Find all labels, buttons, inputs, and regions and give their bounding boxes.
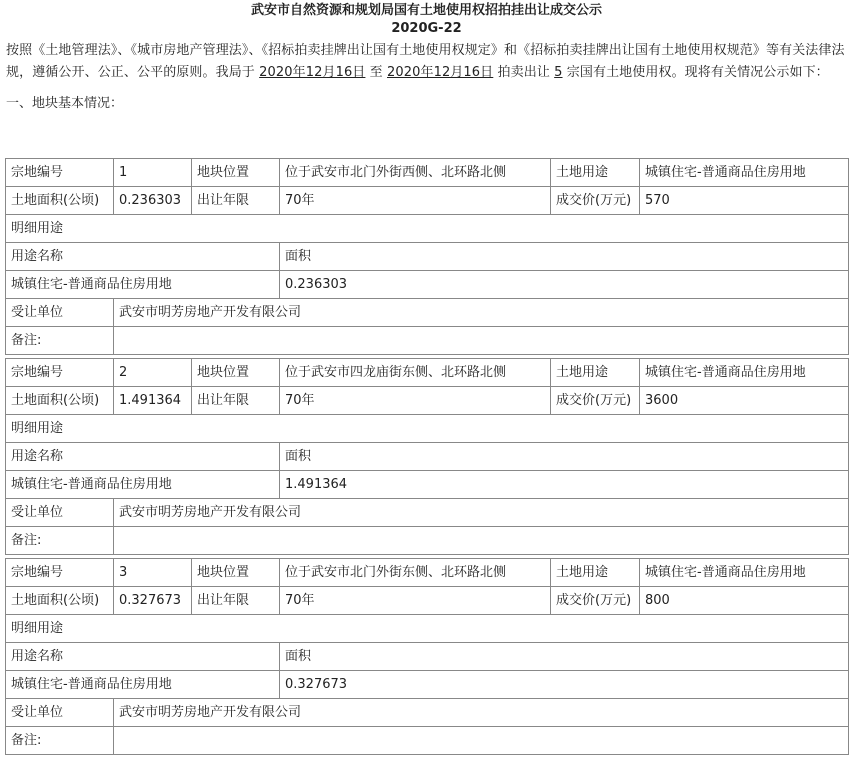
intro-text-1: 按照《土地管理法》、《城市房地产管理法》、《招标拍卖挂牌出让国有土地使用权规定》和《招标拍卖挂牌出让国有土地使用权规范》等有关法律法规，遵循公开、公正、公平的原则。我局于: [6, 43, 845, 80]
announcement-page: [0, 3, 853, 757]
detail-area: 0.236303: [280, 271, 849, 299]
label-parcel-no: 宗地编号: [6, 159, 114, 187]
parcel-price: 570: [640, 187, 849, 215]
intro-text-2: 至: [365, 65, 387, 80]
detail-area: 0.327673: [280, 671, 849, 699]
label-remark: 备注:: [6, 727, 114, 755]
label-price: 成交价(万元): [551, 587, 640, 615]
table-row: [6, 615, 849, 643]
label-usage: 土地用途: [551, 559, 640, 587]
date-end: 2020年12月16日: [387, 65, 494, 80]
intro-text-3: 拍卖出让: [493, 65, 555, 80]
label-term: 出让年限: [192, 587, 280, 615]
parcel-no: 2: [114, 359, 192, 387]
parcel-usage: 城镇住宅-普通商品住房用地: [640, 359, 849, 387]
label-location: 地块位置: [192, 559, 280, 587]
parcel-usage: 城镇住宅-普通商品住房用地: [640, 159, 849, 187]
label-grantee: 受让单位: [6, 499, 114, 527]
parcel-no: 3: [114, 559, 192, 587]
parcel-grantee: 武安市明芳房地产开发有限公司: [114, 299, 849, 327]
section-heading: 一、地块基本情况：: [6, 96, 124, 111]
table-row: [6, 299, 849, 327]
label-usage: 土地用途: [551, 359, 640, 387]
parcel-location: 位于武安市北门外街东侧、北环路北侧: [280, 559, 551, 587]
label-remark: 备注:: [6, 327, 114, 355]
table-row: [6, 187, 849, 215]
label-area: 土地面积(公顷): [6, 387, 114, 415]
label-term: 出让年限: [192, 187, 280, 215]
table-row: [6, 471, 849, 499]
table-row: [6, 215, 849, 243]
parcel-remark: [114, 527, 849, 555]
parcel-remark: [114, 727, 849, 755]
parcel-list: [5, 158, 848, 758]
label-area: 土地面积(公顷): [6, 187, 114, 215]
label-grantee: 受让单位: [6, 299, 114, 327]
parcel-term: 70年: [280, 387, 551, 415]
label-usage-name: 用途名称: [6, 643, 280, 671]
label-area-short: 面积: [280, 643, 849, 671]
parcel-table: [5, 358, 849, 555]
detail-area: 1.491364: [280, 471, 849, 499]
table-row: [6, 643, 849, 671]
detail-usage-name: 城镇住宅-普通商品住房用地: [6, 471, 280, 499]
label-parcel-no: 宗地编号: [6, 359, 114, 387]
detail-usage-name: 城镇住宅-普通商品住房用地: [6, 671, 280, 699]
parcel-area: 1.491364: [114, 387, 192, 415]
label-price: 成交价(万元): [551, 187, 640, 215]
parcel-location: 位于武安市北门外街西侧、北环路北侧: [280, 159, 551, 187]
label-remark: 备注:: [6, 527, 114, 555]
table-row: [6, 159, 849, 187]
parcel-count: 5: [554, 65, 563, 80]
table-row: [6, 527, 849, 555]
label-price: 成交价(万元): [551, 387, 640, 415]
label-area: 土地面积(公顷): [6, 587, 114, 615]
table-row: [6, 271, 849, 299]
page-title: 武安市自然资源和规划局国有土地使用权招拍挂出让成交公示: [250, 3, 602, 18]
label-area-short: 面积: [280, 443, 849, 471]
label-term: 出让年限: [192, 387, 280, 415]
date-start: 2020年12月16日: [259, 65, 366, 80]
parcel-usage: 城镇住宅-普通商品住房用地: [640, 559, 849, 587]
parcel-table: [5, 158, 849, 355]
parcel-no: 1: [114, 159, 192, 187]
table-row: [6, 387, 849, 415]
intro-text-4: 宗国有土地使用权。现将有关情况公示如下：: [562, 65, 829, 80]
label-grantee: 受让单位: [6, 699, 114, 727]
parcel-table: [5, 558, 849, 755]
detail-usage-name: 城镇住宅-普通商品住房用地: [6, 271, 280, 299]
label-location: 地块位置: [192, 159, 280, 187]
label-usage-name: 用途名称: [6, 443, 280, 471]
label-detail-usage: 明细用途: [6, 615, 849, 643]
label-parcel-no: 宗地编号: [6, 559, 114, 587]
parcel-term: 70年: [280, 187, 551, 215]
parcel-area: 0.327673: [114, 587, 192, 615]
table-row: [6, 359, 849, 387]
label-detail-usage: 明细用途: [6, 215, 849, 243]
parcel-location: 位于武安市四龙庙街东侧、北环路北侧: [280, 359, 551, 387]
table-row: [6, 499, 849, 527]
label-usage-name: 用途名称: [6, 243, 280, 271]
parcel-grantee: 武安市明芳房地产开发有限公司: [114, 499, 849, 527]
table-row: [6, 559, 849, 587]
parcel-price: 800: [640, 587, 849, 615]
table-row: [6, 415, 849, 443]
announcement-code: 2020G-22: [391, 21, 462, 36]
intro-paragraph: [6, 40, 847, 84]
table-row: [6, 243, 849, 271]
label-location: 地块位置: [192, 359, 280, 387]
table-row: [6, 443, 849, 471]
table-row: [6, 327, 849, 355]
table-row: [6, 699, 849, 727]
label-detail-usage: 明细用途: [6, 415, 849, 443]
table-row: [6, 671, 849, 699]
parcel-price: 3600: [640, 387, 849, 415]
parcel-area: 0.236303: [114, 187, 192, 215]
label-usage: 土地用途: [551, 159, 640, 187]
label-area-short: 面积: [280, 243, 849, 271]
table-row: [6, 587, 849, 615]
table-row: [6, 727, 849, 755]
parcel-remark: [114, 327, 849, 355]
parcel-term: 70年: [280, 587, 551, 615]
parcel-grantee: 武安市明芳房地产开发有限公司: [114, 699, 849, 727]
